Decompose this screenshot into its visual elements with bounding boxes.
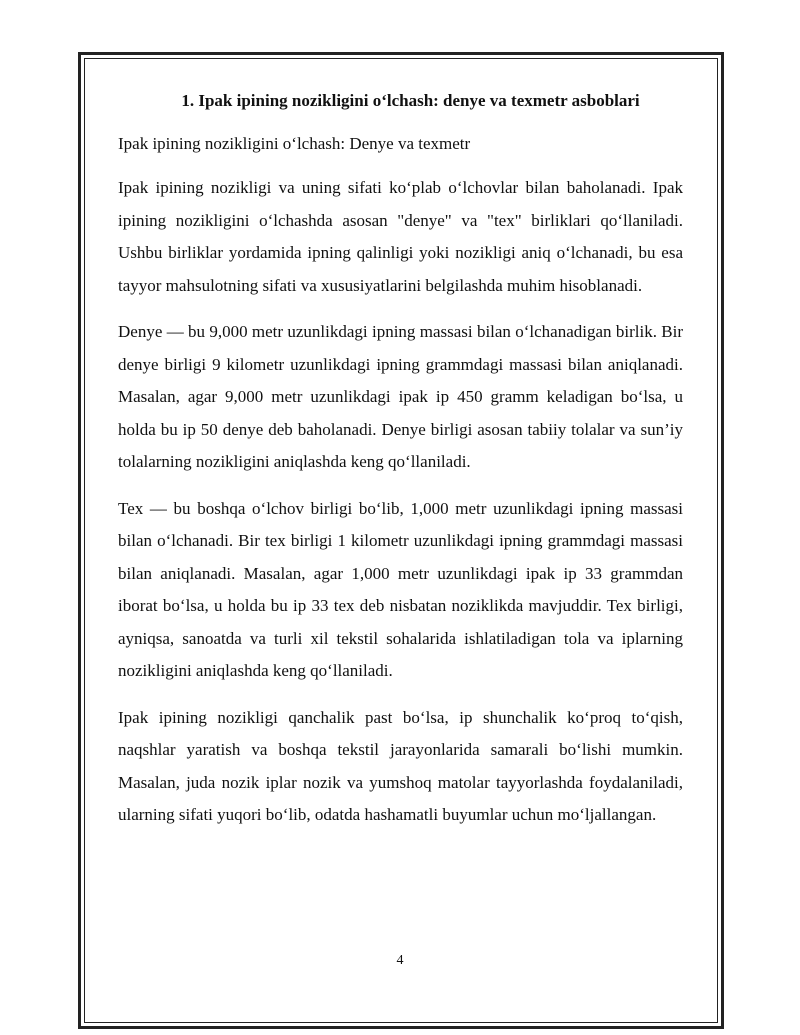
section-title: 1. Ipak ipining nozikligini o‘lchash: denye va texmetr asboblari [181, 91, 640, 110]
section-subtitle: Ipak ipining nozikligini o‘lchash: Denye va texmetr [118, 134, 471, 153]
paragraph-intro: Ipak ipining nozikligi va uning sifati ko‘plab o‘lchovlar bilan baholanadi. Ipak ipining nozikligini o‘lchashda asosan "denye" va "tex" birliklari qo‘llaniladi. Ushbu birliklar yordamida ipning qalinligi yoki nozikligi aniq o‘lchanadi, bu esa tayyor mahsulotning sifati va xususiyatlarini belgilashda muhim hisoblanadi. [118, 178, 683, 295]
paragraph-denye: Denye — bu 9,000 metr uzunlikdagi ipning massasi bilan o‘lchanadigan birlik. Bir denye birligi 9 kilometr uzunlikdagi ipning grammdagi massasi bilan aniqlanadi. Masalan, agar 9,000 metr uzunlikdagi ipak ip 450 gramm keladigan bo‘lsa, u holda bu ip 50 denye deb baholanadi. Denye birligi asosan tabiiy tolalar va sun’iy tolalarning nozikligini aniqlashda keng qo‘llaniladi. [118, 322, 683, 471]
paragraph-tex: Tex — bu boshqa o‘lchov birligi bo‘lib, 1,000 metr uzunlikdagi ipning massasi bilan o‘lchanadi. Bir tex birligi 1 kilometr uzunlikdagi ipning grammdagi massasi bilan aniqlanadi. Masalan, agar 1,000 metr uzunlikdagi ipak ip 33 grammdan iborat bo‘lsa, u holda bu ip 33 tex deb nisbatan noziklikda mavjuddir. Tex birligi, ayniqsa, sanoatda va turli xil tekstil sohalarida ishlatiladigan tola va iplarning nozikligini aniqlashda keng qo‘llaniladi. [118, 498, 683, 680]
paragraph-conclusion: Ipak ipining nozikligi qanchalik past bo‘lsa, ip shunchalik ko‘proq to‘qish, naqshlar yaratish va boshqa tekstil jarayonlarida samarali bo‘lishi mumkin. Masalan, juda nozik iplar nozik va yumshoq matolar tayyorlashda foydalaniladi, ularning sifati yuqori bo‘lib, odatda hashamatli buyumlar uchun mo‘ljallangan. [118, 707, 683, 824]
page-number: 4 [396, 953, 404, 968]
document-body [118, 88, 683, 846]
